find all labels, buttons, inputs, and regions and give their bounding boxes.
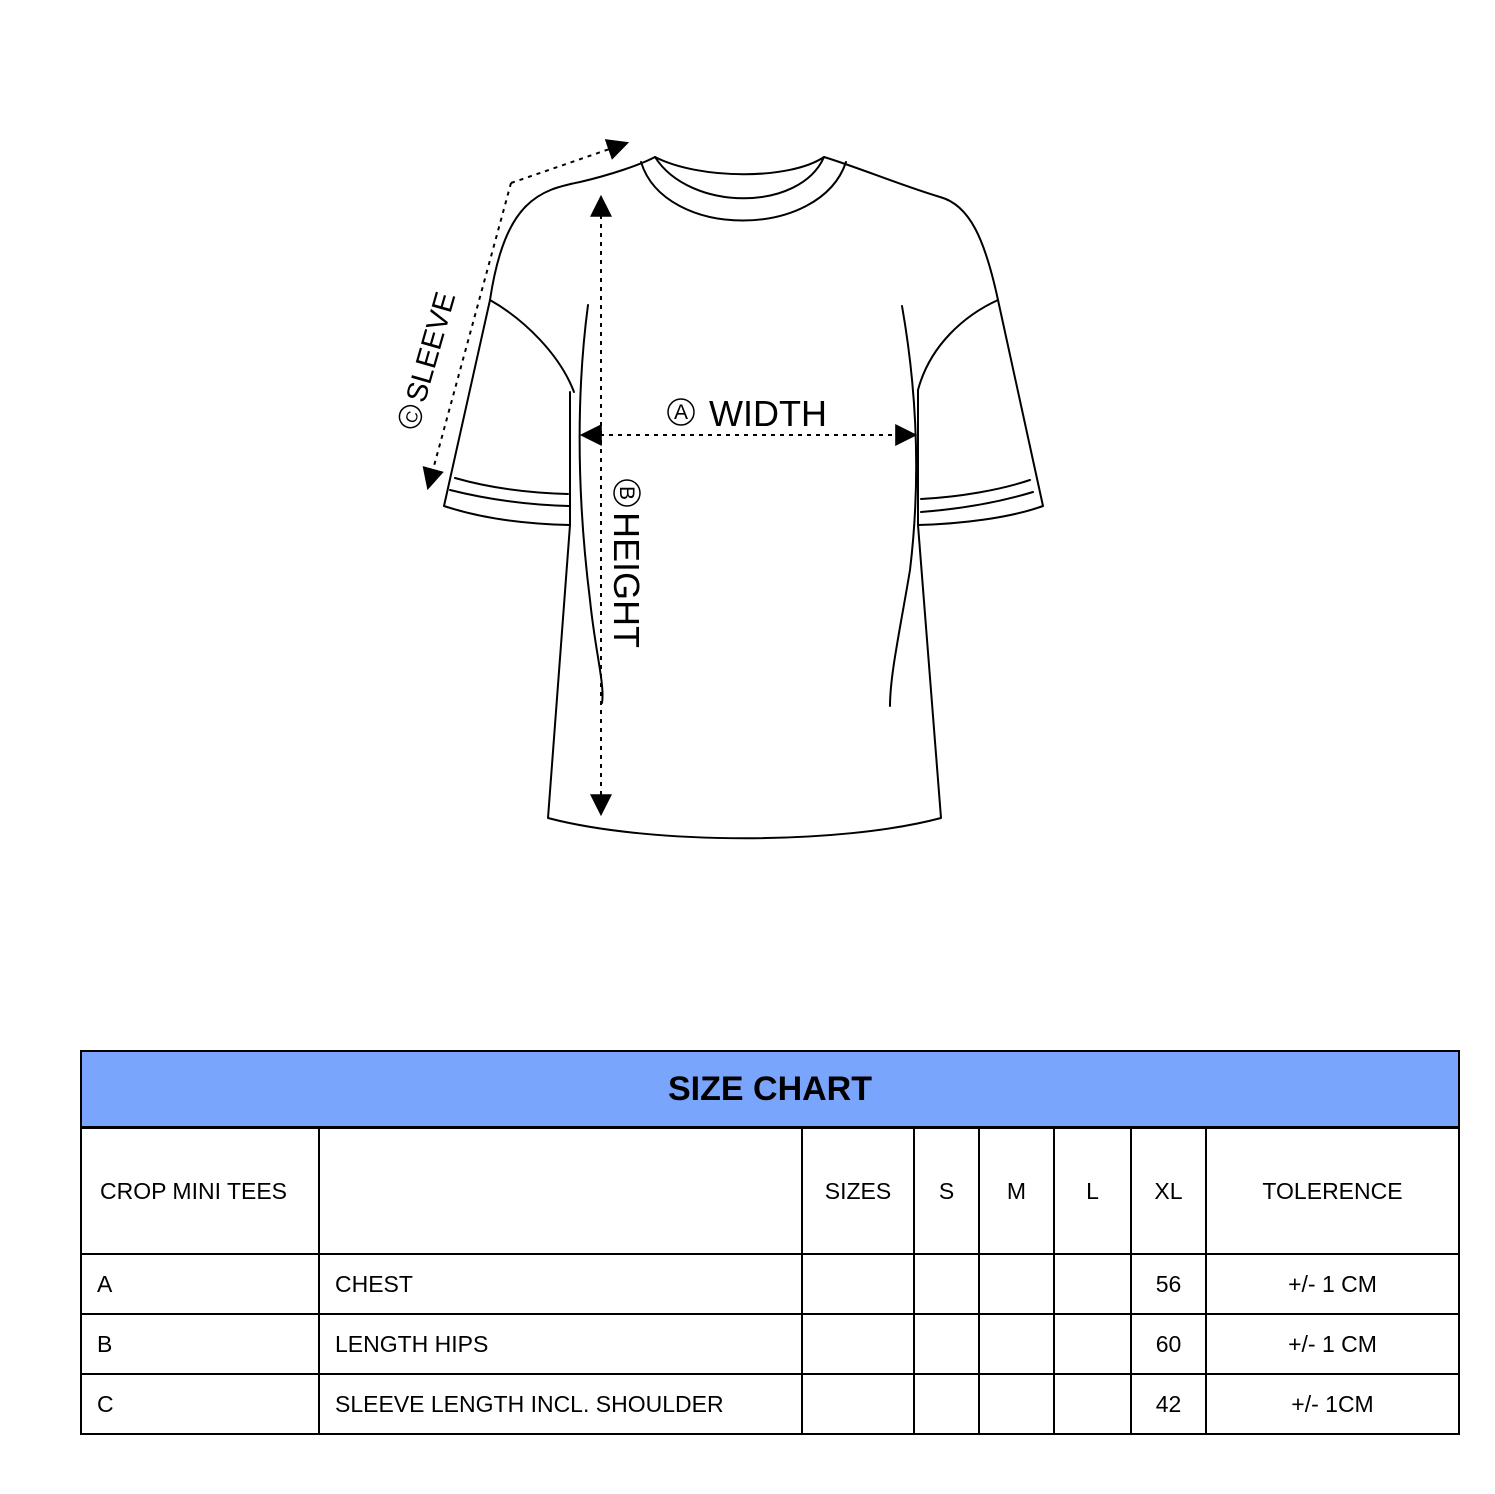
row-xl: 56 [1131,1254,1206,1314]
row-sizes [802,1314,914,1374]
header-size-xl: XL [1131,1128,1206,1255]
header-description [319,1128,802,1255]
height-label-text: HEIGHT [606,512,647,649]
height-label [606,480,647,648]
header-row [81,1128,1459,1255]
size-chart-title: SIZE CHART [81,1051,1459,1128]
header-size-m: M [979,1128,1054,1255]
row-measure: SLEEVE LENGTH INCL. SHOULDER [319,1374,802,1434]
row-sizes [802,1374,914,1434]
width-label-text: WIDTH [709,393,827,434]
header-tolerance: TOLERENCE [1206,1128,1459,1255]
size-chart-table [80,1050,1460,1435]
row-s [914,1374,979,1434]
row-tolerance: +/- 1 CM [1206,1314,1459,1374]
row-m [979,1374,1054,1434]
height-marker: B [615,485,638,501]
sleeve-label-text: SLEEVE [400,288,463,406]
sleeve-marker: C [403,409,423,426]
table-row [81,1314,1459,1374]
width-label [668,393,827,434]
row-code: A [81,1254,319,1314]
row-m [979,1254,1054,1314]
row-measure: CHEST [319,1254,802,1314]
header-size-s: S [914,1128,979,1255]
table-row [81,1254,1459,1314]
row-tolerance: +/- 1 CM [1206,1254,1459,1314]
row-l [1054,1254,1131,1314]
sleeve-label [393,289,462,432]
sleeve-measure-line [511,143,627,183]
header-sizes: SIZES [802,1128,914,1255]
row-sizes [802,1254,914,1314]
table-row [81,1374,1459,1434]
row-l [1054,1314,1131,1374]
row-xl: 60 [1131,1314,1206,1374]
row-measure: LENGTH HIPS [319,1314,802,1374]
width-marker: A [673,401,689,424]
row-code: C [81,1374,319,1434]
tshirt-outline [444,157,1043,838]
row-s [914,1314,979,1374]
row-s [914,1254,979,1314]
row-xl: 42 [1131,1374,1206,1434]
row-code: B [81,1314,319,1374]
row-l [1054,1374,1131,1434]
row-tolerance: +/- 1CM [1206,1374,1459,1434]
row-m [979,1314,1054,1374]
header-product: CROP MINI TEES [81,1128,319,1255]
header-size-l: L [1054,1128,1131,1255]
